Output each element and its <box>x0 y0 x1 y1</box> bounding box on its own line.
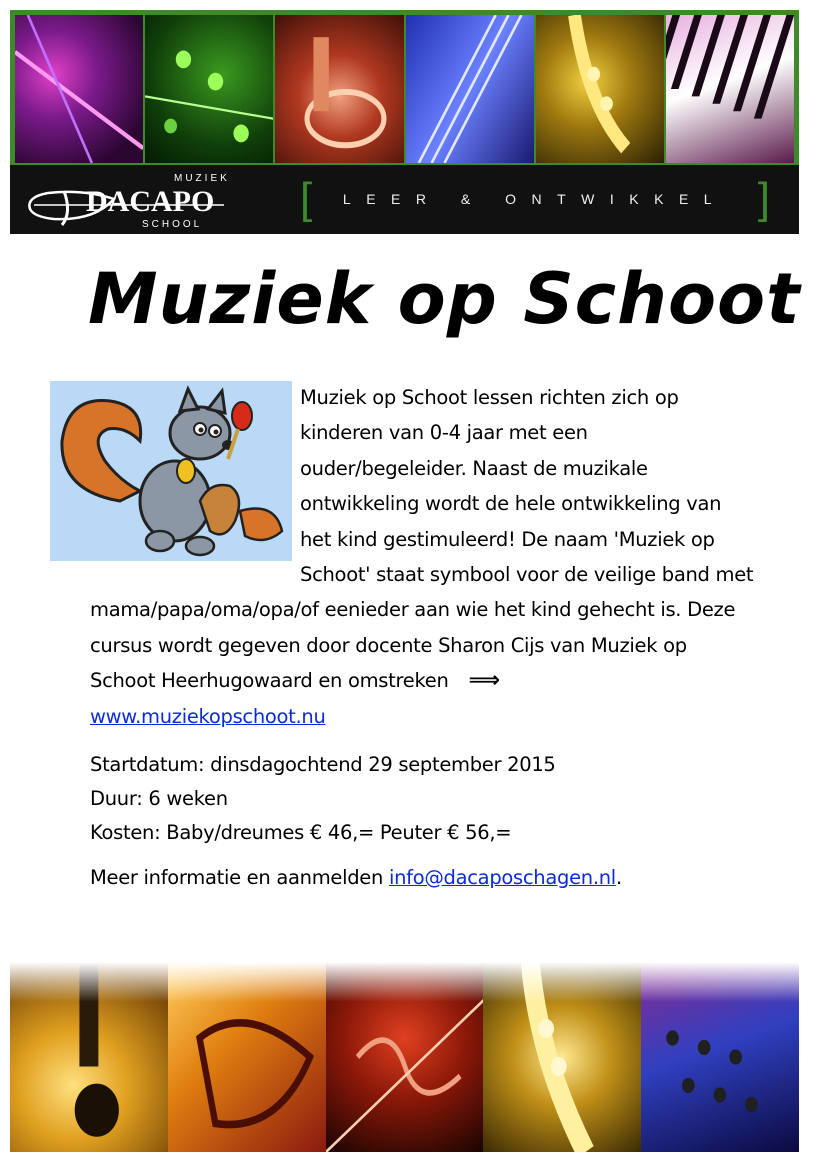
electric-guitar-photo <box>406 15 534 163</box>
website-link[interactable]: www.muziekopschoot.nu <box>90 704 326 728</box>
logo-school-text: SCHOOL <box>142 219 203 230</box>
tagline <box>300 174 770 223</box>
header-photo-strip <box>15 15 794 163</box>
brass-photo <box>275 15 403 163</box>
dacapo-logo <box>24 169 234 231</box>
intro-text: Muziek op Schoot lessen richten zich op kinderen van 0-4 jaar met een ouder/begeleider. Naast de muzikale ontwikkeling wordt de hele ontwikkeling van het kind gestimuleerd! De naam 'Muziek op Schoot' staat symbool voor de veilige band met mama/papa/oma/opa/of eenieder aan wie het kind gehecht is. Deze cursus wordt gegeven door docente Sharon Cijs van Muziek op Schoot Heerhugowaard en omstreken <box>90 386 754 693</box>
logo-muziek-text: MUZIEK <box>174 173 230 184</box>
more-info-line <box>90 866 790 889</box>
violin-photo <box>15 15 143 163</box>
piano-keys-photo <box>666 15 794 163</box>
saxophone-closeup-photo <box>483 962 641 1152</box>
left-bracket: [ <box>300 174 313 223</box>
start-date: Startdatum: dinsdagochtend 29 september 2015 <box>90 753 556 776</box>
guitar-tuners-photo <box>145 15 273 163</box>
course-details <box>90 748 770 850</box>
header-banner <box>10 10 799 234</box>
tagline-text: LEER & ONTWIKKEL <box>342 191 728 207</box>
duration: Duur: 6 weken <box>90 787 228 810</box>
right-bracket: ] <box>757 174 770 223</box>
costs: Kosten: Baby/dreumes € 46,= Peuter € 56,= <box>90 821 512 844</box>
violin-closeup-photo <box>326 962 484 1152</box>
image-text-wrap-spacer <box>90 380 300 592</box>
acoustic-guitar-photo <box>10 962 168 1152</box>
page-title: Muziek op Schoot <box>88 258 801 340</box>
synth-photo <box>641 962 799 1152</box>
logo-bar <box>10 165 799 234</box>
logo-brand-text: DACAPO <box>86 185 215 218</box>
footer-photo-strip <box>10 962 799 1152</box>
intro-paragraph <box>90 380 755 734</box>
more-info-label: Meer informatie en aanmelden <box>90 866 384 889</box>
email-link[interactable]: info@dacaposchagen.nl <box>388 866 616 889</box>
right-arrow-icon: ⟹ <box>468 668 500 694</box>
saxophone-photo <box>536 15 664 163</box>
more-info-period: . <box>615 866 622 889</box>
guitar-body-photo <box>168 962 326 1152</box>
